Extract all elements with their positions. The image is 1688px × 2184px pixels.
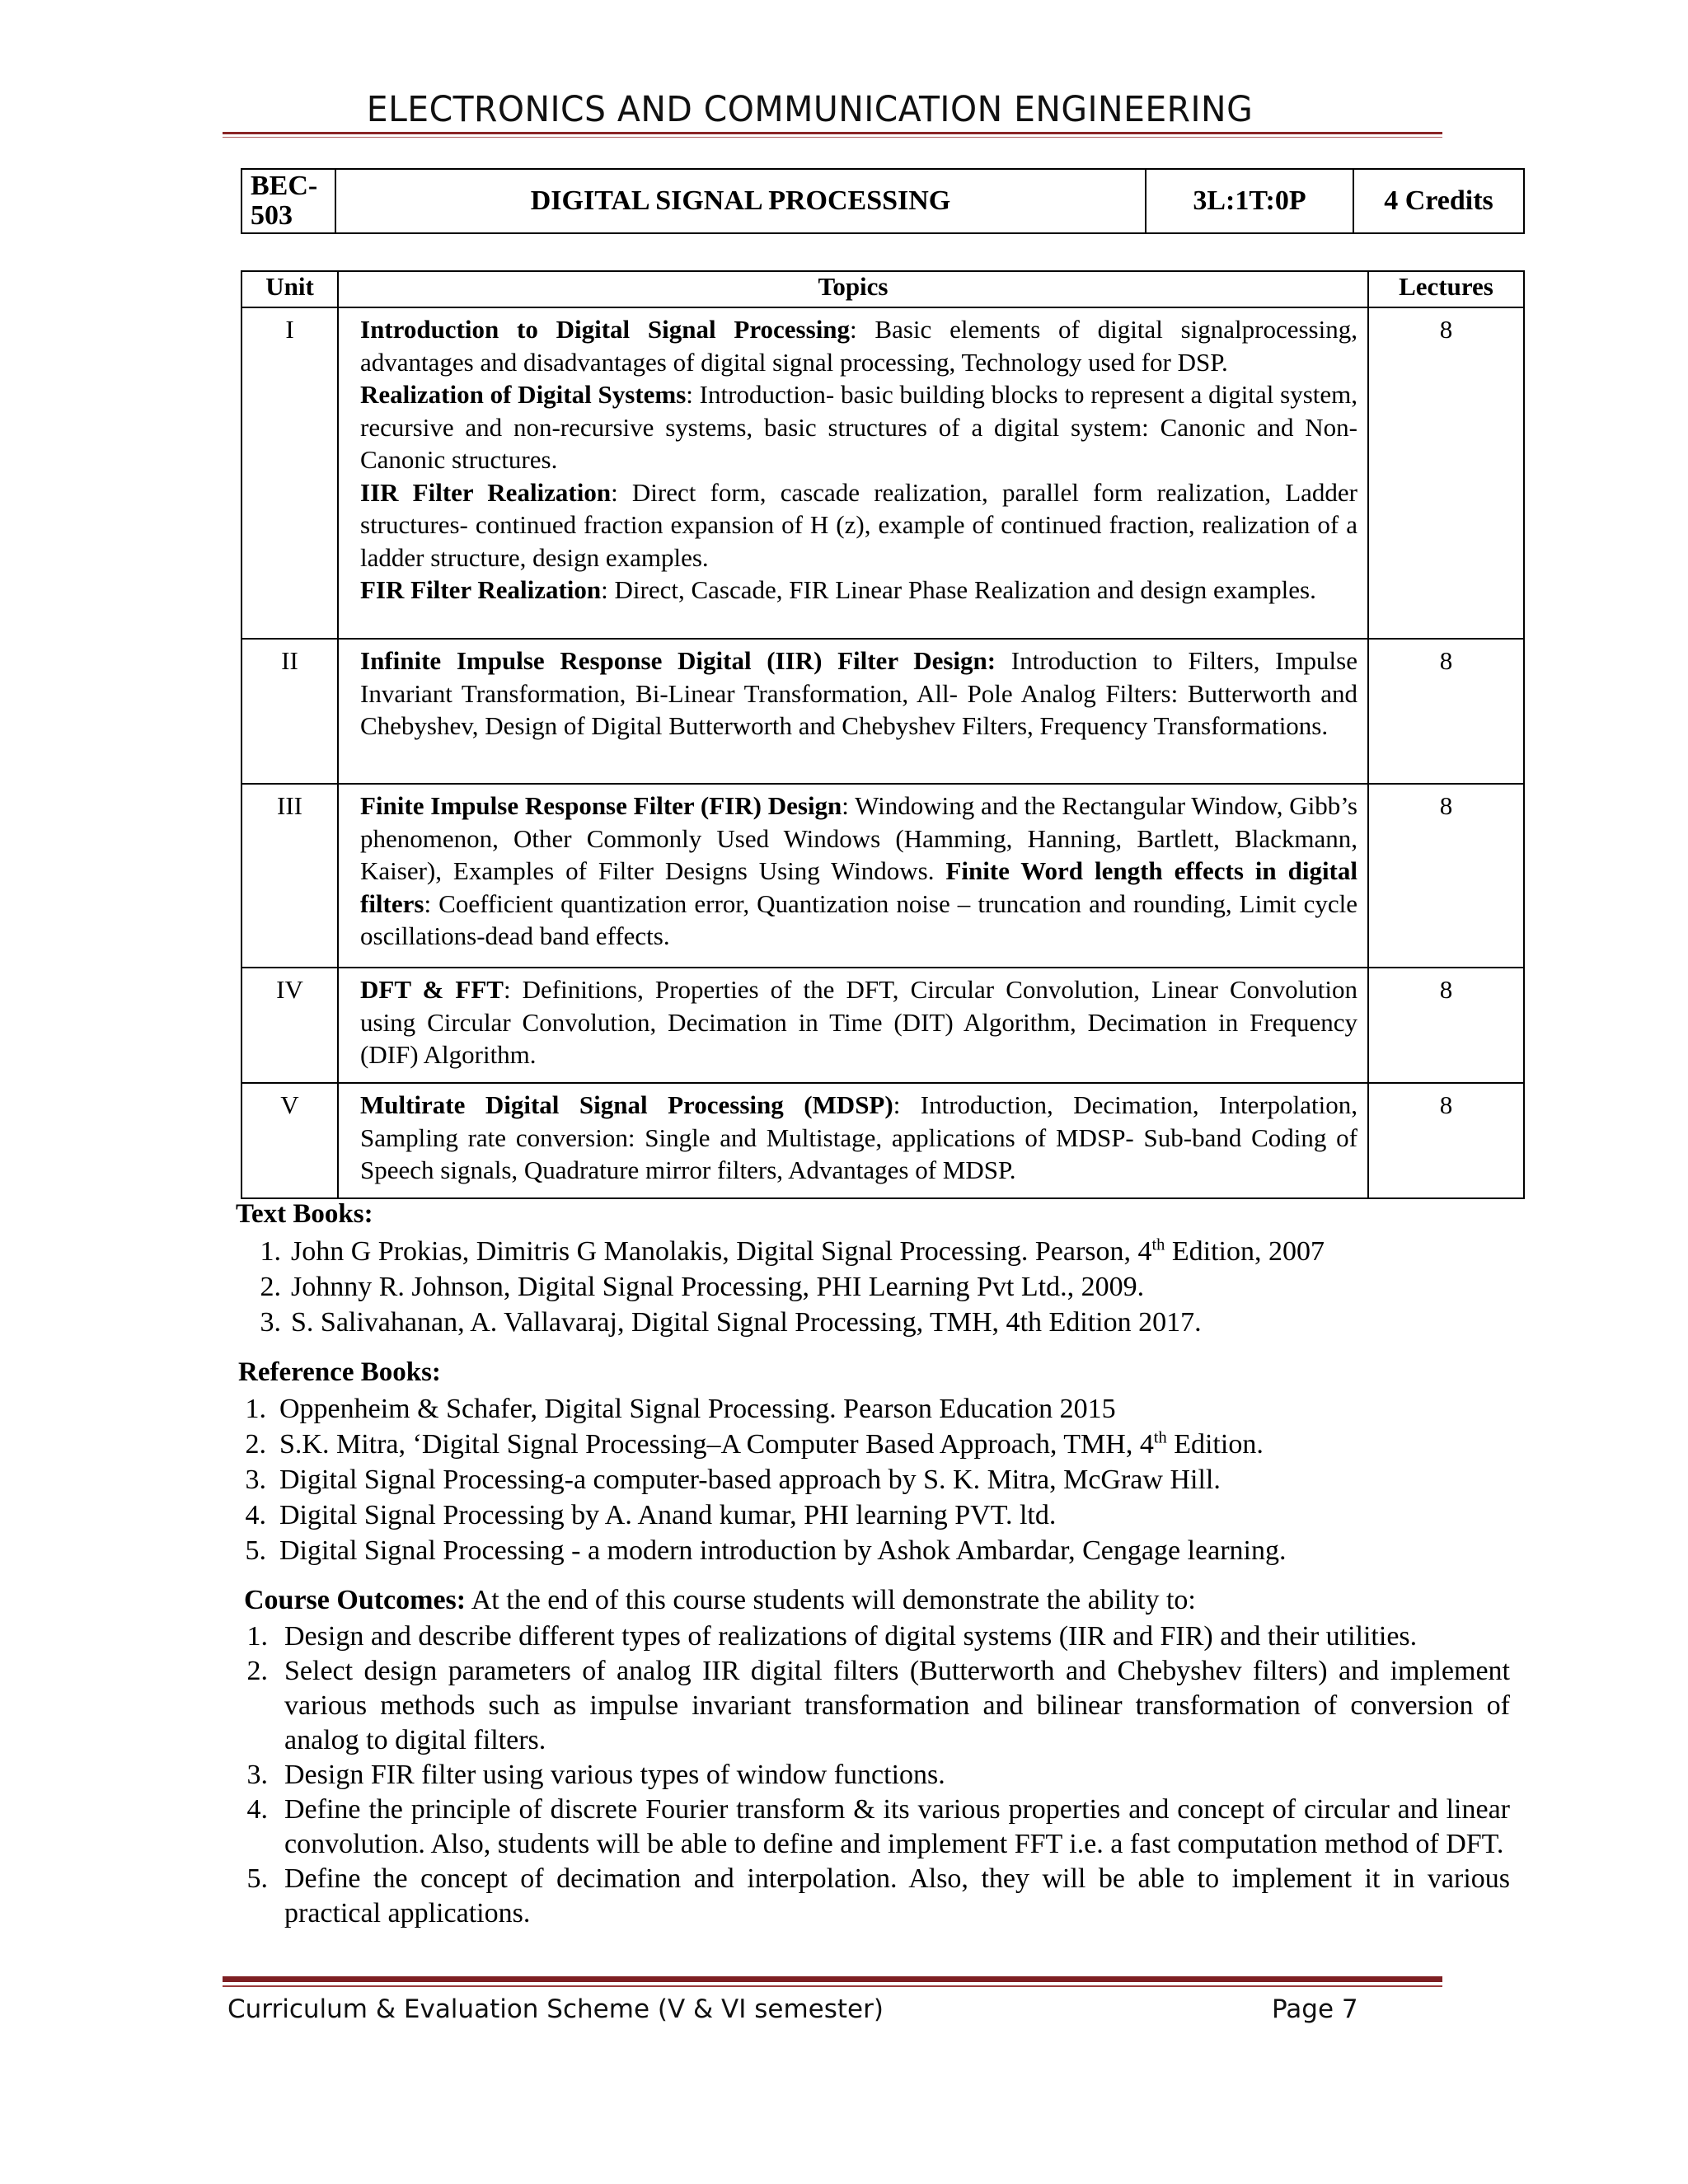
lectures-header: Lectures	[1368, 271, 1524, 307]
unit-topics: Multirate Digital Signal Processing (MDSP): Introduction, Decimation, Interpolation, Sampling rate conversion: Single and Multistage, applications of MDSP- Sub-band Coding of Speech signals, Quadrature mirror filters, Advantages of MDSP.	[338, 1083, 1368, 1198]
list-item: 4. Digital Signal Processing by A. Anand kumar, PHI learning PVT. ltd.	[245, 1500, 1057, 1530]
lecture-count: 8	[1368, 1083, 1524, 1198]
course-title: DIGITAL SIGNAL PROCESSING	[335, 169, 1146, 233]
topic-paragraph: FIR Filter Realization: Direct, Cascade, FIR Linear Phase Realization and design examples.	[360, 575, 1316, 604]
list-item: 1. Design and describe different types of realizations of digital systems (IIR and FIR) and their utilities.	[246, 1621, 1418, 1652]
syllabus-row-unit-1	[241, 307, 1524, 639]
course-code: BEC-503	[241, 169, 335, 233]
footer-document-title: Curriculum & Evaluation Scheme (V & VI semester)	[227, 1994, 884, 2024]
unit-number: I	[241, 307, 338, 639]
unit-topics: Finite Impulse Response Filter (FIR) Design: Windowing and the Rectangular Window, Gibb’s phenomenon, Other Commonly Used Windows (Hamming, Hanning, Bartlett, Blackmann, Kaiser), Examples of Filter Designs Using Windows. Finite Word length effects in digital filters: Coefficient quantization error, Quantization noise – truncation and rounding, Limit cycle oscillations-dead band effects.	[338, 784, 1368, 968]
header-rule-secondary	[223, 137, 1442, 138]
lecture-count: 8	[1368, 968, 1524, 1083]
syllabus-table	[241, 270, 1525, 1199]
footer-rule-secondary	[223, 1985, 1442, 1987]
list-item: 1. John G Prokias, Dimitris G Manolakis, Digital Signal Processing. Pearson, 4th Edition, 2007	[260, 1235, 1325, 1267]
header-rule	[223, 132, 1442, 134]
course-info-table	[241, 168, 1525, 234]
list-item: 4. Define the principle of discrete Fourier transform & its various properties and concept of circular and linear convolution. Also, students will be able to define and implement FFT i.e. a fast computation method of DFT.	[246, 1794, 1510, 1859]
list-item: 3. Design FIR filter using various types of window functions.	[246, 1760, 945, 1790]
list-item: 2. Select design parameters of analog IIR digital filters (Butterworth and Chebyshev filters) and implement various methods such as impulse invariant transformation and bilinear transformation of conversion of analog to digital filters.	[246, 1656, 1510, 1755]
syllabus-row-unit-5	[241, 1083, 1524, 1198]
list-item: 5. Digital Signal Processing - a modern introduction by Ashok Ambardar, Cengage learning.	[245, 1535, 1287, 1566]
syllabus-row-unit-3	[241, 784, 1524, 968]
course-outcomes-title: Course Outcomes:	[244, 1585, 467, 1615]
unit-number: III	[241, 784, 338, 968]
course-ltp: 3L:1T:0P	[1146, 169, 1353, 233]
lecture-count: 8	[1368, 784, 1524, 968]
reference-books-list	[227, 1391, 1545, 1568]
syllabus-header-row	[241, 271, 1524, 307]
course-outcomes-heading	[244, 1585, 1196, 1616]
course-outcomes-intro: At the end of this course students will demonstrate the ability to:	[466, 1585, 1196, 1615]
footer-page-number: Page 7	[1272, 1994, 1358, 2024]
topic-paragraph: Introduction to Digital Signal Processing: Basic elements of digital signalprocessing, advantages and disadvantages of digital signal processing, Technology used for DSP.	[360, 315, 1357, 377]
unit-topics	[338, 307, 1368, 639]
page-header-title: ELECTRONICS AND COMMUNICATION ENGINEERING	[366, 89, 1254, 130]
unit-topics: Infinite Impulse Response Digital (IIR) Filter Design: Introduction to Filters, Impulse Invariant Transformation, Bi-Linear Transformation, All- Pole Analog Filters: Butterworth and Chebyshev, Design of Digital Butterworth and Chebyshev Filters, Frequency Transformations.	[338, 639, 1368, 784]
text-books-list	[235, 1234, 1471, 1340]
lecture-count: 8	[1368, 307, 1524, 639]
unit-header: Unit	[241, 271, 338, 307]
topic-paragraph: Realization of Digital Systems: Introduction- basic building blocks to represent a digital system, recursive and non-recursive systems, basic structures of a digital system: Canonic and Non-Canonic structures.	[360, 380, 1357, 474]
text-books-title: Text Books:	[236, 1199, 373, 1229]
list-item: 2. Johnny R. Johnson, Digital Signal Processing, PHI Learning Pvt Ltd., 2009.	[260, 1272, 1145, 1302]
reference-books-title: Reference Books:	[238, 1357, 441, 1387]
list-item: 5. Define the concept of decimation and interpolation. Also, they will be able to implement it in various practical applications.	[246, 1863, 1510, 1929]
unit-number: IV	[241, 968, 338, 1083]
list-item: 1. Oppenheim & Schafer, Digital Signal Processing. Pearson Education 2015	[245, 1394, 1116, 1424]
lecture-count: 8	[1368, 639, 1524, 784]
unit-topics: DFT & FFT: Definitions, Properties of the DFT, Circular Convolution, Linear Convolution using Circular Convolution, Decimation in Time (DIT) Algorithm, Decimation in Frequency (DIF) Algorithm.	[338, 968, 1368, 1083]
syllabus-row-unit-4	[241, 968, 1524, 1083]
topics-header: Topics	[338, 271, 1368, 307]
list-item: 3. Digital Signal Processing-a computer-based approach by S. K. Mitra, McGraw Hill.	[245, 1465, 1221, 1495]
topic-paragraph: IIR Filter Realization: Direct form, cascade realization, parallel form realization, Ladder structures- continued fraction expansion of H (z), example of continued fraction, realization of a ladder structure, design examples.	[360, 477, 1357, 572]
syllabus-row-unit-2	[241, 639, 1524, 784]
unit-number: II	[241, 639, 338, 784]
unit-number: V	[241, 1083, 338, 1198]
course-credits: 4 Credits	[1353, 169, 1524, 233]
footer-rule	[223, 1976, 1442, 1982]
list-item: 2. S.K. Mitra, ‘Digital Signal Processing–A Computer Based Approach, TMH, 4th Edition.	[245, 1428, 1264, 1460]
list-item: 3. S. Salivahanan, A. Vallavaraj, Digital Signal Processing, TMH, 4th Edition 2017.	[260, 1307, 1202, 1338]
course-outcomes-list	[231, 1619, 1510, 1931]
